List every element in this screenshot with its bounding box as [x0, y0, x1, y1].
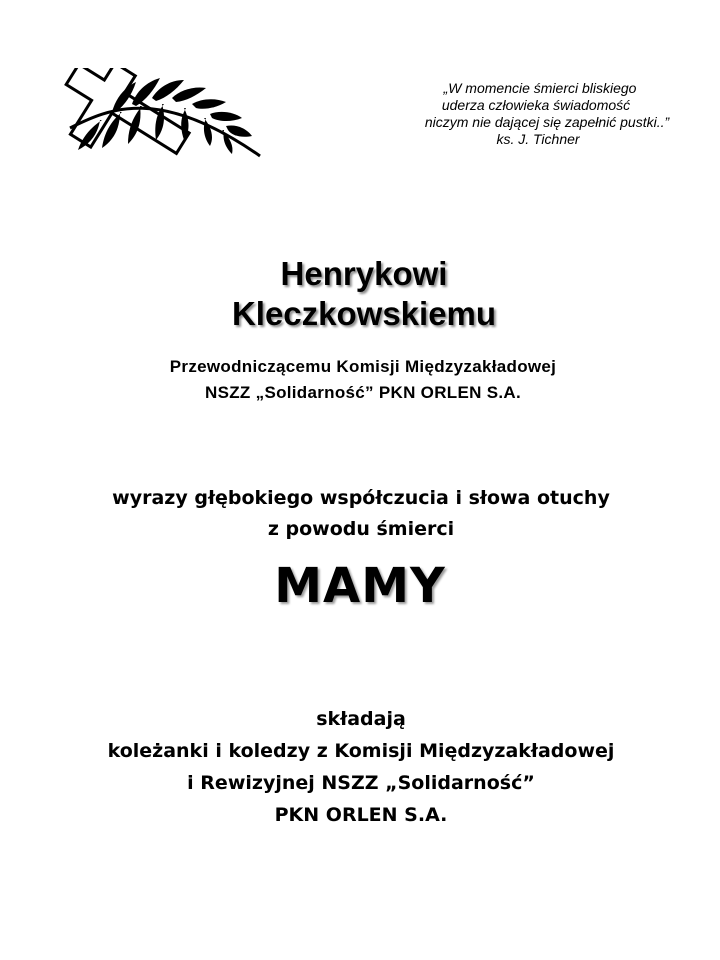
signers-line-2: koleżanki i koledzy z Komisji Międzyzakładowej	[107, 740, 615, 762]
condolence-line-1: wyrazy głębokiego współczucia i słowa otuchy	[112, 487, 610, 509]
recipient-last-name: Kleczkowskiemu	[231, 295, 497, 332]
quote-author: ks. J. Tichner	[496, 131, 580, 147]
condolence-line-2: z powodu śmierci	[267, 518, 455, 540]
recipient-first-name: Henrykowi	[280, 255, 448, 292]
condolence-text	[0, 483, 720, 545]
recipient-position	[0, 354, 720, 406]
quote-line-2: uderza człowieka świadomość	[441, 97, 631, 113]
quote-line-1: „W momencie śmierci bliskiego	[443, 80, 637, 96]
signers-line-3: i Rewizyjnej NSZZ „Solidarność”	[187, 772, 535, 794]
position-line-2: NSZZ „Solidarność” PKN ORLEN S.A.	[205, 383, 521, 402]
cross-with-palm-branch-icon	[40, 68, 270, 168]
quote-line-3: niczym nie dającej się zapełnić pustki..”	[424, 114, 670, 130]
deceased-label: MAMY	[274, 558, 446, 614]
signers-block	[0, 703, 720, 831]
epigraph-quote	[380, 80, 700, 148]
signers-line-4: PKN ORLEN S.A.	[274, 804, 448, 826]
position-line-1: Przewodniczącemu Komisji Międzyzakładowej	[169, 357, 557, 376]
signers-line-1: składają	[316, 708, 406, 730]
recipient-name	[0, 254, 720, 334]
